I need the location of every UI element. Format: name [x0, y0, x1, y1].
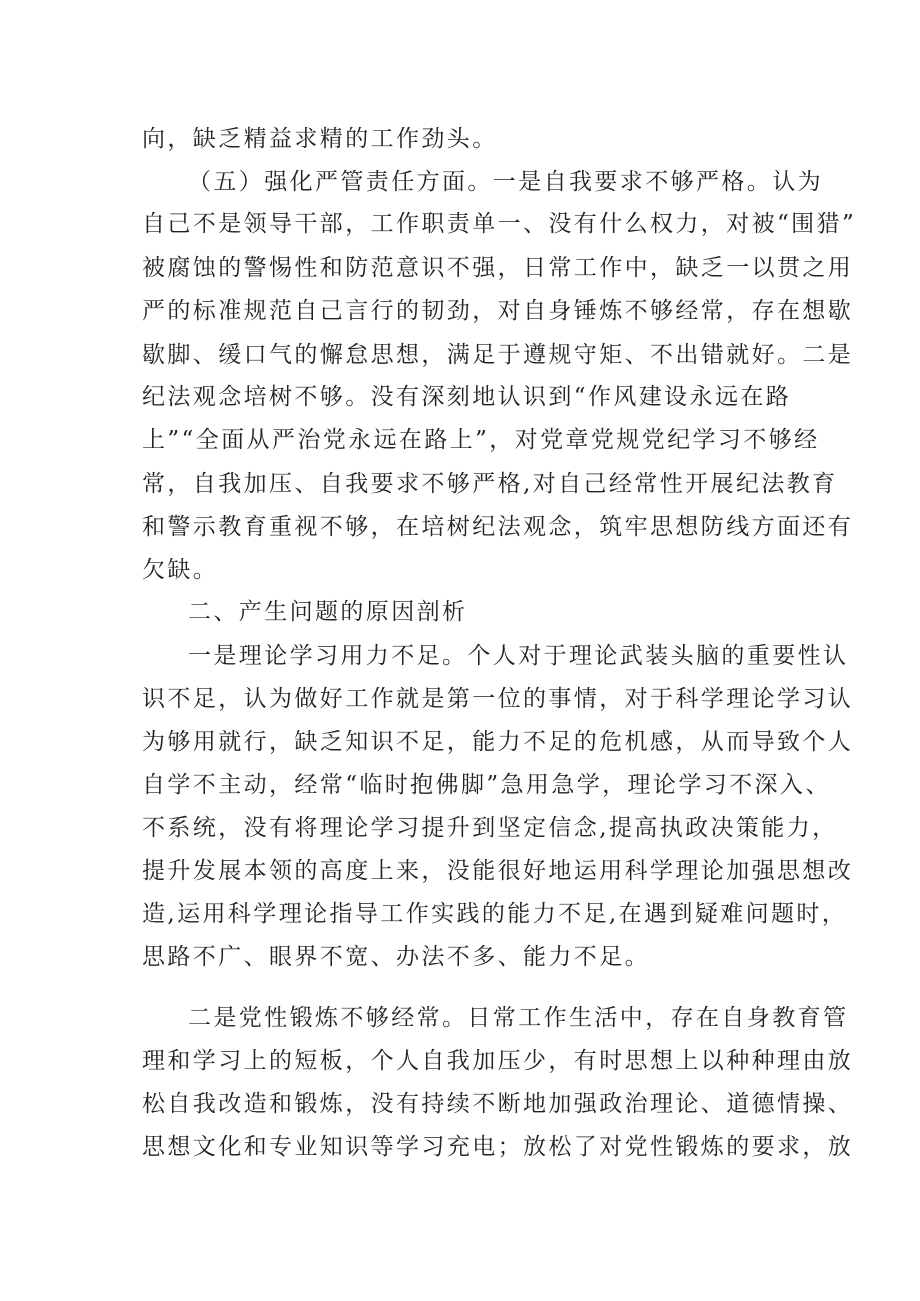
paragraph-line: （五）强化严管责任方面。一是自我要求不够严格。认为 [188, 169, 823, 195]
paragraph-line: 思路不广、眼界不宽、办法不多、能力不足。 [142, 944, 650, 970]
paragraph-line: 上”“全面从严治党永远在路上”，对党章党规党纪学习不够经 [142, 427, 820, 453]
paragraph-line: 严的标准规范自己言行的韧劲，对自身锤炼不够经常，存在想歇 [142, 298, 854, 324]
paragraph-line: 提升发展本领的高度上来，没能很好地运用科学理论加强思想改 [142, 858, 854, 884]
paragraph-line: 歇脚、缓口气的懈怠思想，满足于遵规守矩、不出错就好。二是 [142, 342, 854, 368]
paragraph-line: 一是理论学习用力不足。个人对于理论武装头脑的重要性认 [188, 643, 849, 669]
paragraph-line: 为够用就行，缺乏知识不足，能力不足的危机感，从而导致个人 [142, 729, 854, 755]
paragraph-line: 纪法观念培树不够。没有深刻地认识到“作风建设永远在路 [142, 384, 792, 410]
section-heading: 二、产生问题的原因剖析 [188, 599, 468, 625]
paragraph-line: 和警示教育重视不够，在培树纪法观念，筑牢思想防线方面还有 [142, 514, 854, 540]
paragraph-line: 自学不主动，经常“临时抱佛脚”急用急学，理论学习不深入、 [142, 772, 831, 798]
paragraph-line: 向，缺乏精益求精的工作劲头。 [142, 126, 498, 152]
paragraph-line: 思想文化和专业知识等学习充电；放松了对党性锻炼的要求，放 [142, 1134, 854, 1160]
paragraph-line: 理和学习上的短板，个人自我加压少，有时思想上以种种理由放 [142, 1048, 854, 1074]
paragraph-line: 自己不是领导干部，工作职责单一、没有什么权力，对被“围猎” [142, 211, 857, 237]
paragraph-line: 二是党性锻炼不够经常。日常工作生活中，存在自身教育管 [188, 1005, 849, 1031]
paragraph-line: 松自我改造和锻炼，没有持续不断地加强政治理论、道德情操、 [142, 1091, 854, 1117]
paragraph-line: 造,运用科学理论指导工作实践的能力不足,在遇到疑难问题时， [142, 901, 848, 927]
paragraph-line: 不系统，没有将理论学习提升到坚定信念,提高执政决策能力， [142, 815, 838, 841]
paragraph-line: 被腐蚀的警惕性和防范意识不强，日常工作中，缺乏一以贯之用 [142, 255, 854, 281]
paragraph-line: 识不足，认为做好工作就是第一位的事情，对于科学理论学习认 [142, 686, 854, 712]
paragraph-line: 常，自我加压、自我要求不够严格,对自己经常性开展纪法教育 [142, 471, 838, 497]
paragraph-line: 欠缺。 [142, 557, 219, 583]
